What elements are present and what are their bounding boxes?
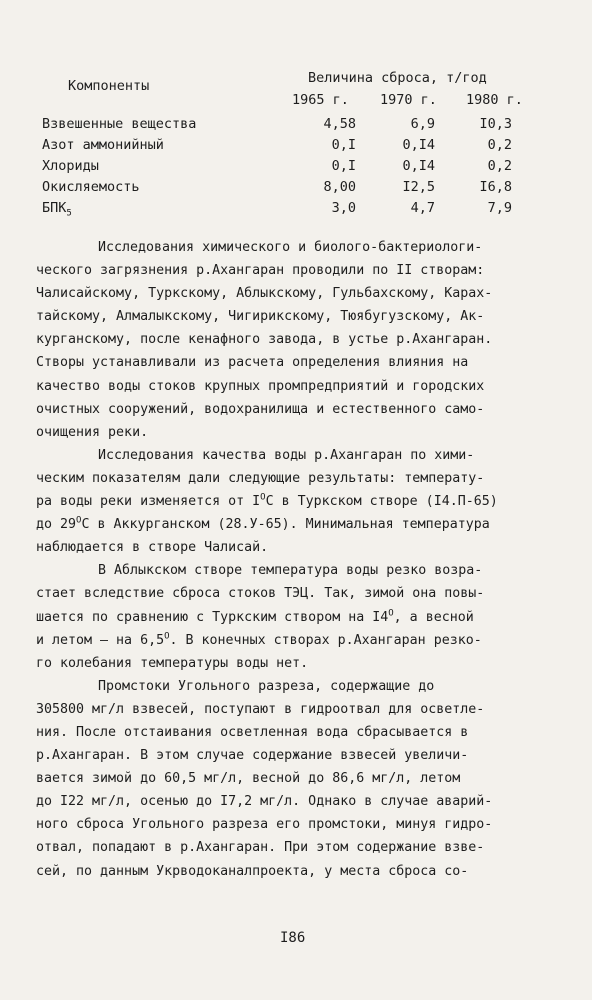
- text-segment: С в Туркском створе (I4.П-65): [265, 494, 498, 510]
- value-1970: I2,5: [402, 179, 435, 195]
- table-header-year-1980: 1980 г.: [466, 92, 523, 108]
- value-1970: 6,9: [410, 116, 435, 132]
- component-name: [42, 137, 164, 153]
- component-name-text: Взвешенные вещества: [42, 116, 197, 132]
- table-row: [0, 137, 592, 158]
- text-line: наблюдается в створе Чалисай.: [36, 540, 269, 556]
- text-segment: С в Аккурганском (28.У-65). Минимальная температура: [81, 517, 490, 533]
- text-line: вается зимой до 60,5 мг/л, весной до 86,6 мг/л, летом: [36, 771, 461, 787]
- text-line: очистных сооружений, водохранилища и естественного само-: [36, 401, 485, 417]
- text-line: го колебания температуры воды нет.: [36, 655, 309, 671]
- component-name: [42, 179, 140, 195]
- value-1965: 0,I: [331, 137, 356, 153]
- paragraph: [36, 444, 536, 559]
- text-line: [36, 490, 536, 513]
- paragraph: [36, 236, 536, 444]
- paragraph: [36, 559, 536, 674]
- table-row: [0, 116, 592, 137]
- value-1980: I6,8: [479, 179, 512, 195]
- table-header-year-1965: 1965 г.: [292, 92, 349, 108]
- text-line: стает вследствие сброса стоков ТЭЦ. Так, зимой она повы-: [36, 586, 485, 602]
- page-number: I86: [280, 930, 306, 946]
- degree-superscript: O: [76, 515, 82, 526]
- text-segment: и летом – на 6,5: [36, 632, 165, 648]
- component-name-text: Окисляемость: [42, 179, 140, 195]
- text-line: [36, 629, 536, 652]
- value-1980: 0,2: [487, 137, 512, 153]
- value-1965: 4,58: [323, 116, 356, 132]
- value-1965: 8,00: [323, 179, 356, 195]
- text-line: Створы устанавливали из расчета определения влияния на: [36, 355, 469, 371]
- text-line: ческого загрязнения р.Ахангаран проводили по II створам:: [36, 263, 485, 279]
- text-segment: , а весной: [393, 609, 474, 625]
- component-name-subscript: 5: [66, 208, 72, 219]
- value-1980: I0,3: [479, 116, 512, 132]
- text-line: В Аблыкском створе температура воды резко возра-: [98, 563, 483, 579]
- text-segment: до 29: [36, 517, 77, 533]
- degree-superscript: O: [164, 631, 170, 642]
- text-line: сей, по данным Укрводоканалпроекта, у места сброса со-: [36, 863, 469, 879]
- value-1980: 7,9: [487, 200, 512, 216]
- text-line: ного сброса Угольного разреза его промстоки, минуя гидро-: [36, 817, 493, 833]
- degree-superscript: O: [388, 608, 394, 619]
- value-1970: 4,7: [410, 200, 435, 216]
- text-line: курганскому, после кенафного завода, в устье р.Ахангаран.: [36, 332, 493, 348]
- text-line: ния. После отстаивания осветленная вода сбрасывается в: [36, 724, 469, 740]
- text-line: качество воды стоков крупных промпредприятий и городских: [36, 378, 485, 394]
- table-row: [0, 200, 592, 221]
- text-line: Исследования качества воды р.Ахангаран по хими-: [98, 447, 475, 463]
- value-1970: 0,I4: [402, 158, 435, 174]
- text-line: ческим показателям дали следующие результаты: температу-: [36, 470, 485, 486]
- text-line: Чалисайскому, Туркскому, Аблыкскому, Гульбахскому, Карах-: [36, 286, 493, 302]
- table-row: [0, 179, 592, 200]
- body-text: [36, 236, 536, 883]
- text-line: [36, 513, 536, 536]
- text-line: [36, 606, 536, 629]
- component-name: [42, 200, 72, 219]
- table-row: [0, 158, 592, 179]
- text-line: тайскому, Алмалыкскому, Чигирикскому, Тюябугузскому, Ак-: [36, 309, 485, 325]
- component-name: [42, 158, 99, 174]
- text-segment: шается по сравнению с Туркским створом на I4: [36, 609, 389, 625]
- table-header-year-1970: 1970 г.: [380, 92, 437, 108]
- component-name-text: Хлориды: [42, 158, 99, 174]
- component-name-text: Азот аммонийный: [42, 137, 164, 153]
- text-line: р.Ахангаран. В этом случае содержание взвесей увеличи-: [36, 748, 469, 764]
- text-line: Промстоки Угольного разреза, содержащие до: [98, 678, 435, 694]
- table-header-quantity: Величина сброса, т/год: [308, 70, 487, 86]
- text-line: 305800 мг/л взвесей, поступают в гидроотвал для осветле-: [36, 701, 485, 717]
- value-1965: 0,I: [331, 158, 356, 174]
- value-1965: 3,0: [331, 200, 356, 216]
- text-segment: ра воды реки изменяется от I: [36, 494, 261, 510]
- text-line: отвал, попадают в р.Ахангаран. При этом содержание взве-: [36, 840, 485, 856]
- paragraph: [36, 675, 536, 883]
- text-line: до I22 мг/л, осенью до I7,2 мг/л. Однако в случае аварий-: [36, 794, 493, 810]
- text-line: очищения реки.: [36, 424, 149, 440]
- text-line: Исследования химического и биолого-бактериологи-: [98, 240, 483, 255]
- component-name: [42, 116, 196, 132]
- table-header-components: Компоненты: [68, 78, 150, 94]
- text-segment: . В конечных створах р.Ахангаран резко-: [169, 632, 482, 648]
- degree-superscript: O: [260, 492, 266, 503]
- component-name-text: БПК: [42, 200, 67, 216]
- value-1980: 0,2: [487, 158, 512, 174]
- value-1970: 0,I4: [402, 137, 435, 153]
